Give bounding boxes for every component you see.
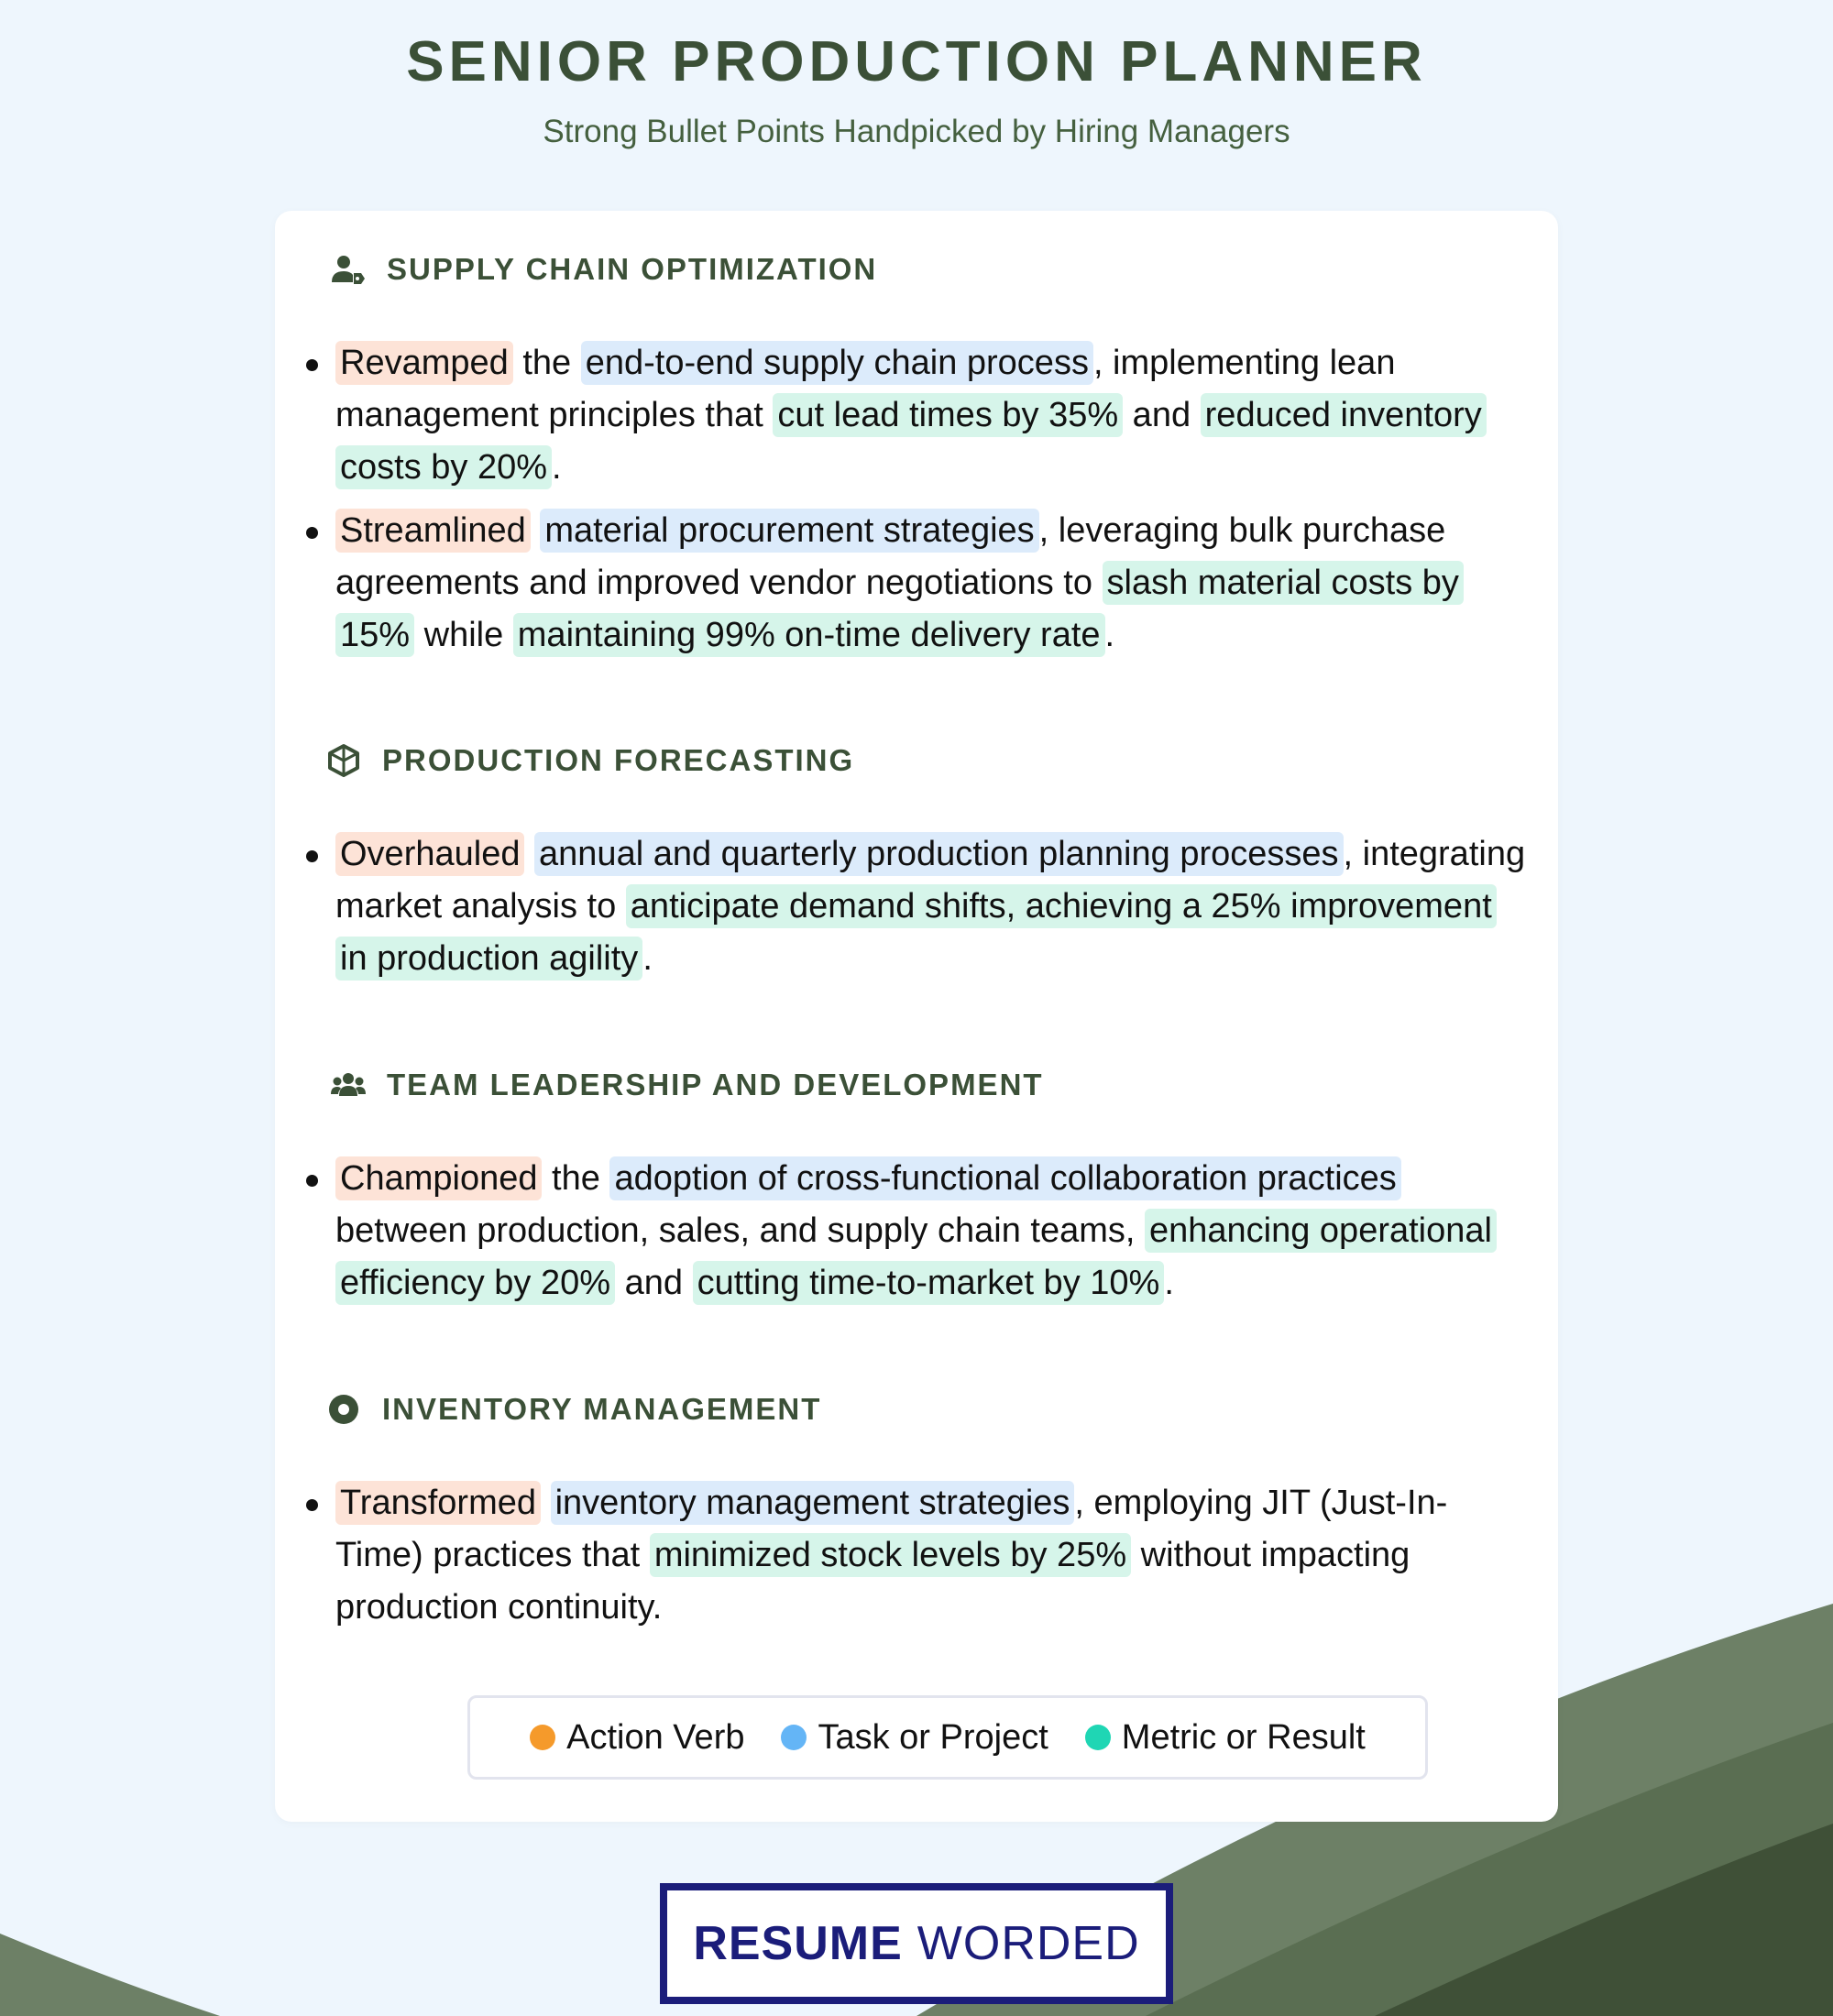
bullet-list [335,828,1527,996]
metric-highlight: cut lead times by 35% [773,393,1123,437]
bullet-text: and [615,1264,693,1302]
metric-highlight: slash material costs by 15% [335,561,1464,657]
bullet-list [335,337,1527,673]
action-verb-highlight: Revamped [335,341,513,385]
user-tag-icon [330,251,367,288]
section-heading-text: SUPPLY CHAIN OPTIMIZATION [387,252,878,286]
bullet-text: the [542,1159,610,1198]
legend-item-metric [1085,1718,1366,1758]
bullet-text [531,511,541,550]
bullet-text: the [512,344,581,382]
bullet-text [541,1484,551,1522]
task-highlight: annual and quarterly production planning processes [534,832,1343,876]
action-verb-highlight: Overhauled [335,832,524,876]
bullet-text: . [642,939,653,978]
task-highlight: material procurement strategies [540,509,1038,553]
resume-worded-logo[interactable] [660,1883,1173,2004]
bullet-item [335,1477,1527,1634]
metric-highlight: maintaining 99% on-time delivery rate [513,613,1105,657]
legend-label: Task or Project [818,1717,1048,1757]
legend-dot [781,1725,807,1750]
target-circle-icon [325,1391,362,1428]
metric-highlight: enhancing operational efficiency by 20% [335,1209,1497,1305]
bullet-points-card [275,211,1558,1822]
bullet-item [335,337,1527,494]
task-highlight: inventory management strategies [551,1481,1075,1525]
legend-item-task [781,1718,1048,1758]
legend-dot [530,1725,555,1750]
section-heading-inventory-management [325,1391,821,1428]
section-heading-team-leadership [330,1067,1044,1103]
task-highlight: end-to-end supply chain process [581,341,1093,385]
bullet-item [335,1153,1527,1309]
section-heading-production-forecasting [325,742,854,779]
bullet-text: , implementing lean management principles that [335,344,1396,434]
section-heading-supply-chain [330,251,877,288]
bullet-text: . [1164,1264,1174,1302]
section-heading-text: TEAM LEADERSHIP AND DEVELOPMENT [387,1068,1044,1101]
bullet-text: and [1123,396,1201,434]
bullet-item [335,828,1527,985]
bullet-text: without impacting production continuity. [335,1536,1410,1627]
page-title: SENIOR PRODUCTION PLANNER [406,30,1427,93]
bullet-text: . [1104,616,1115,654]
bullet-text: while [414,616,513,654]
bullet-text [524,835,534,873]
task-highlight: adoption of cross-functional collaboration practices [609,1156,1400,1200]
metric-highlight: cutting time-to-market by 10% [693,1261,1165,1305]
section-heading-text: PRODUCTION FORECASTING [382,743,855,777]
action-verb-highlight: Transformed [335,1481,541,1525]
bullet-text: , employing JIT (Just-In-Time) practices that [335,1484,1448,1574]
bullet-list [335,1153,1527,1320]
legend-label: Metric or Result [1121,1717,1366,1757]
logo-bold-text: RESUME [693,1917,903,1970]
logo-regular-text: WORDED [916,1917,1140,1970]
bullet-list [335,1477,1527,1645]
action-verb-highlight: Championed [335,1156,542,1200]
action-verb-highlight: Streamlined [335,509,531,553]
legend-label: Action Verb [566,1717,745,1757]
legend-item-action-verb [530,1718,744,1758]
page-subtitle: Strong Bullet Points Handpicked by Hiring Managers [543,114,1290,149]
users-icon [330,1067,367,1103]
bullet-text: between production, sales, and supply chain teams, [335,1211,1145,1250]
section-heading-text: INVENTORY MANAGEMENT [382,1392,822,1426]
bullet-text: . [552,448,562,487]
metric-highlight: anticipate demand shifts, achieving a 25% improvement in production agility [335,884,1497,981]
legend-dot [1085,1725,1111,1750]
metric-highlight: reduced inventory costs by 20% [335,393,1487,489]
highlight-legend [467,1695,1428,1780]
bullet-text: , integrating market analysis to [335,835,1526,926]
metric-highlight: minimized stock levels by 25% [650,1533,1131,1577]
bullet-item [335,505,1527,662]
cube-icon [325,742,362,779]
bullet-text: , leveraging bulk purchase agreements and improved vendor negotiations to [335,511,1446,602]
